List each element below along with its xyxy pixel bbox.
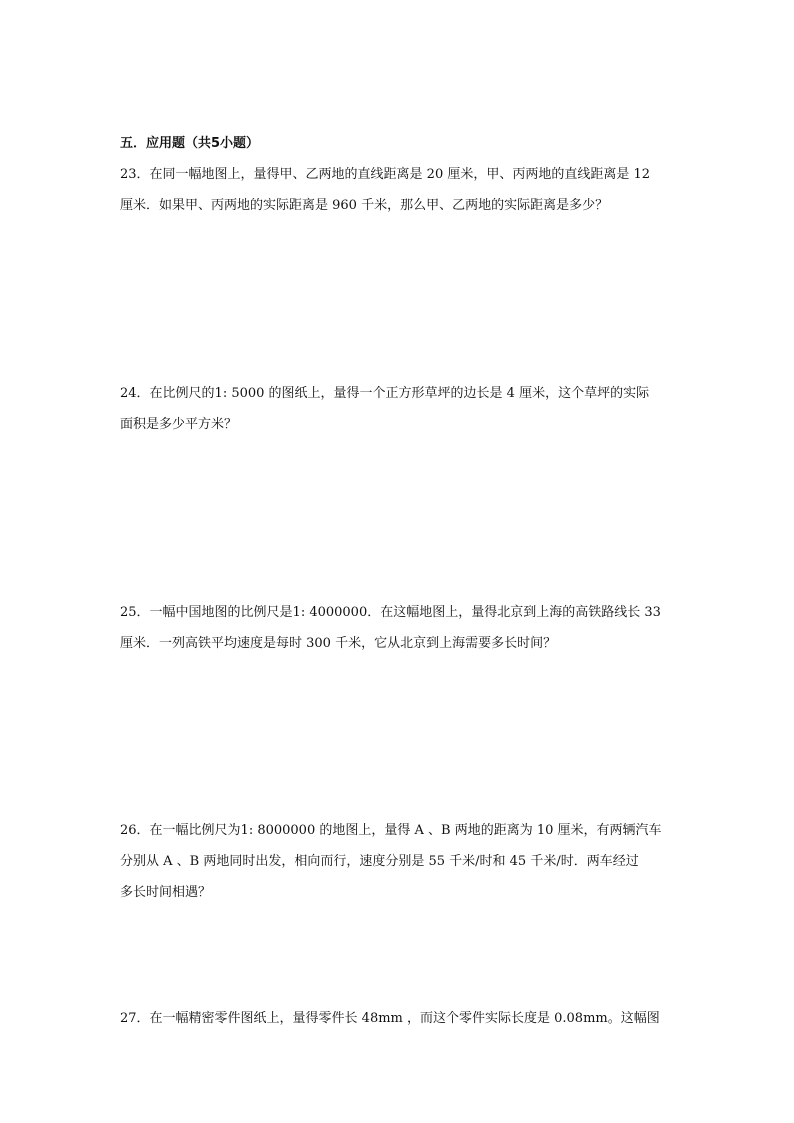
question-line: 23．在同一幅地图上，量得甲、乙两地的直线距离是 20 厘米，甲、丙两地的直线距离是 12 (120, 167, 651, 182)
question-line: 25．一幅中国地图的比例尺是1: 4000000．在这幅地图上，量得北京到上海的高铁路线长 33 (120, 605, 661, 620)
section-title: 五．应用题（共5小题） (120, 136, 260, 151)
question-25 (120, 597, 676, 659)
question-line: 面积是多少平方米？ (120, 417, 238, 432)
question-line: 厘米．如果甲、丙两地的实际距离是 960 千米，那么甲、乙两地的实际距离是多少？ (120, 198, 609, 213)
question-line: 24．在比例尺的1: 5000 的图纸上，量得一个正方形草坪的边长是 4 厘米，这个草坪的实际 (120, 386, 650, 401)
question-line: 多长时间相遇？ (120, 885, 212, 900)
question-23 (120, 159, 676, 221)
question-26 (120, 815, 676, 908)
question-27 (120, 1003, 676, 1034)
question-line: 厘米．一列高铁平均速度是每时 300 千米，它从北京到上海需要多长时间？ (120, 636, 557, 651)
question-24 (120, 378, 676, 440)
question-line: 27．在一幅精密零件图纸上，量得零件长 48mm ，而这个零件实际长度是 0.08mm。这幅图 (120, 1011, 660, 1026)
question-line: 26．在一幅比例尺为1: 8000000 的地图上，量得 A 、B 两地的距离为 10 厘米，有两辆汽车 (120, 823, 662, 838)
question-line: 分别从 A 、B 两地同时出发，相向而行，速度分别是 55 千米/时和 45 千米/时．两车经过 (120, 854, 639, 869)
